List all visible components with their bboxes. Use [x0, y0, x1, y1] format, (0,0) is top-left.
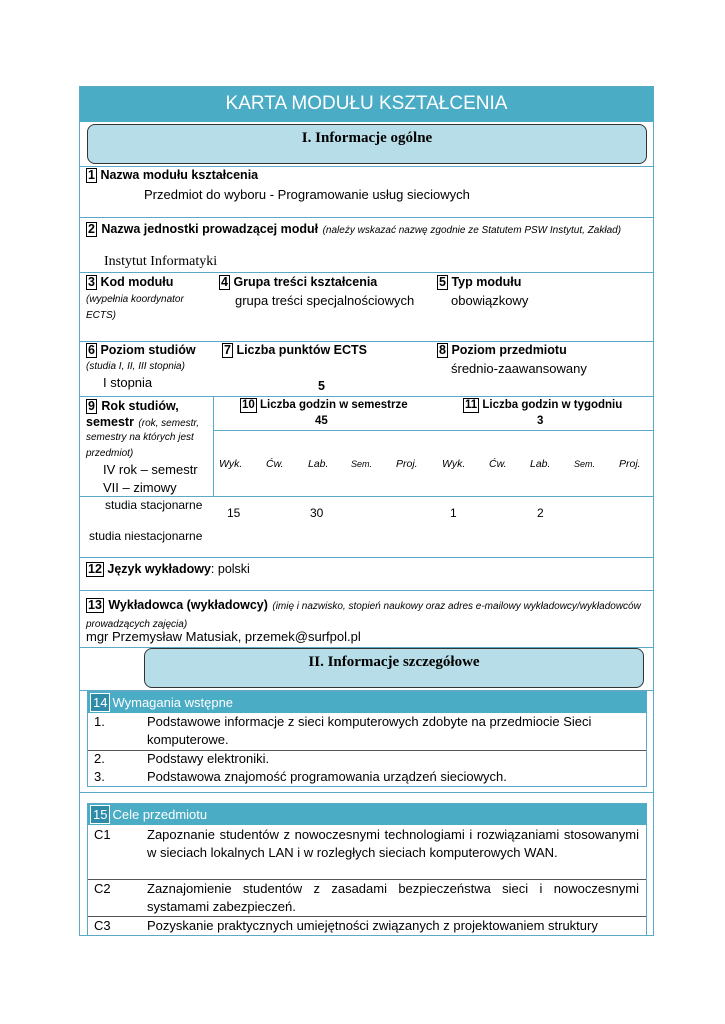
row-divider: [80, 217, 653, 218]
field-module-type-value: obowiązkowy: [451, 293, 529, 308]
row-divider: [80, 272, 653, 273]
prerequisite-number: 1.: [94, 714, 105, 729]
column-header: Sem.: [574, 459, 596, 469]
prerequisite-number: 3.: [94, 769, 105, 784]
row-divider: [80, 396, 653, 397]
field-semester-hours-label: 10 Liczba godzin w semestrze: [242, 399, 408, 411]
column-header: Proj.: [619, 458, 641, 470]
row-divider: [80, 166, 653, 167]
field-study-level-label: 6 Poziom studiów: [88, 343, 196, 357]
row-divider: [213, 430, 653, 431]
field-ects-label: 7 Liczba punktów ECTS: [224, 343, 367, 357]
field-study-level-note: (studia I, II, III stopnia): [86, 361, 185, 372]
field-lecturer-value: mgr Przemysław Matusiak, przemek@surfpol.pl: [86, 629, 361, 644]
prerequisites-header: 14 Wymagania wstępne: [88, 692, 646, 713]
section-detailed-info: [144, 648, 644, 688]
nonstationary-label: studia niestacjonarne: [89, 529, 203, 543]
field-semester-hours-value: 45: [315, 415, 328, 427]
column-header: Wyk.: [442, 458, 466, 470]
field-content-group-value: grupa treści specjalnościowych: [235, 293, 415, 308]
section-general-info: [87, 124, 647, 164]
prerequisite-text: Podstawowe informacje z sieci komputerowych zdobyte na przedmiocie Sieci komputerowe.: [147, 714, 592, 747]
field-weekly-hours-value: 3: [537, 415, 544, 427]
field-ects-value: 5: [318, 379, 325, 393]
field-unit-label: 2 Nazwa jednostki prowadzącej moduł (należy wskazać nazwę zgodnie ze Statutem PSW Instytut, Zakład): [88, 222, 622, 236]
field-lecturer-label: 13 Wykładowca (wykładowcy) (imię i nazwisko, stopień naukowy oraz adres e-mailowy wykładowcy/wykładowców prowadzących zajęcia): [86, 598, 641, 630]
objective-text: Zaznajomienie studentów z zasadami bezpieczeństwa sieci i nowoczesnymi systamami zabezpieczeń.: [147, 881, 639, 914]
prerequisite-text: Podstawowa znajomość programowania urządzeń sieciowych.: [147, 769, 507, 784]
field-module-code-note: (wypełnia koordynator ECTS): [86, 294, 184, 321]
field-year-semester-note: semestry na których jest przedmiot): [86, 432, 194, 459]
row-divider: [80, 792, 653, 793]
field-module-name-label: 1 Nazwa modułu kształcenia: [88, 168, 259, 182]
row-divider: [80, 590, 653, 591]
column-header: Lab.: [530, 458, 551, 470]
objectives-header: 15 Cele przedmiotu: [88, 804, 646, 825]
objective-code: C3: [94, 918, 111, 933]
column-header: Wyk.: [219, 458, 243, 470]
field-module-name-value: Przedmiot do wyboru - Programowanie usług sieciowych: [144, 187, 470, 202]
field-year-semester-value: IV rok – semestr VII – zimowy: [103, 462, 198, 495]
column-header: Sem.: [351, 459, 373, 469]
section-detailed-info-title: II. Informacje szczegółowe: [308, 654, 480, 670]
column-header: Ćw.: [489, 458, 507, 470]
field-year-semester-label: 9 Rok studiów, semestr (rok, semestr,: [86, 399, 199, 429]
field-study-level-value: I stopnia: [103, 375, 153, 390]
form-title: KARTA MODUŁU KSZTAŁCENIA: [80, 87, 653, 122]
stationary-label: studia stacjonarne: [105, 498, 203, 512]
field-language: 12 Język wykładowy: polski: [88, 562, 250, 576]
prerequisite-text: Podstawy elektroniki.: [147, 751, 270, 766]
field-course-level-label: 8 Poziom przedmiotu: [439, 343, 567, 357]
weekly-lecture-hours: 1: [450, 506, 457, 520]
column-header: Lab.: [308, 458, 329, 470]
field-weekly-hours-label: 11 Liczba godzin w tygodniu: [465, 399, 623, 411]
prerequisite-number: 2.: [94, 751, 105, 766]
objective-text: Zapoznanie studentów z nowoczesnymi technologiami i rozwiązaniami stosowanymi w sieciach lokalnych LAN i w rozległych sieciach komputerowych WAN.: [147, 827, 639, 860]
field-module-type-label: 5 Typ modułu: [439, 275, 522, 289]
column-header: Proj.: [396, 458, 418, 470]
objective-code: C1: [94, 827, 111, 842]
objective-code: C2: [94, 881, 111, 896]
field-unit-value: Instytut Informatyki: [104, 254, 218, 269]
field-module-code-label: 3 Kod modułu: [88, 275, 174, 289]
semester-lecture-hours: 15: [227, 506, 241, 520]
column-header: Ćw.: [266, 458, 284, 470]
section-general-info-title: I. Informacje ogólne: [301, 130, 433, 146]
semester-lab-hours: 30: [310, 506, 324, 520]
field-course-level-value: średnio-zaawansowany: [451, 361, 587, 376]
row-divider: [80, 341, 653, 342]
objective-text: Pozyskanie praktycznych umiejętności związanych z projektowaniem struktury: [147, 918, 598, 933]
field-content-group-label: 4 Grupa treści kształcenia: [221, 275, 378, 289]
weekly-lab-hours: 2: [537, 506, 544, 520]
row-divider: [80, 557, 653, 558]
